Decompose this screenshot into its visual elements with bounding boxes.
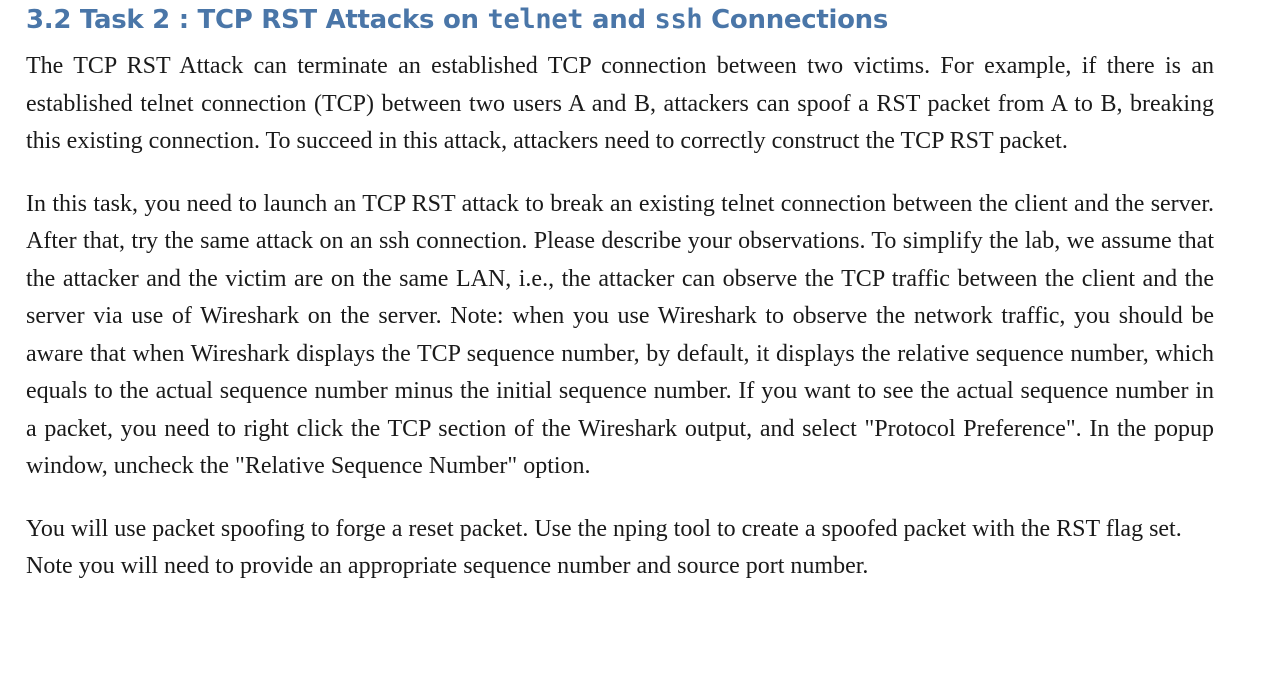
heading-middle: and [583, 5, 655, 35]
paragraph-spoofing: You will use packet spoofing to forge a reset packet. Use the nping tool to create a spoofed packet with the RST flag set. Note you will need to provide an appropriate sequence number and source port number. [26, 515, 1182, 579]
paragraph-task: In this task, you need to launch an TCP RST attack to break an existing telnet connection between the client and the server. After that, try the same attack on an ssh connection. Please describe your observations. To simplify the lab, we assume that the attacker and the victim are on the same LAN, i.e., the attacker can observe the TCP traffic between the client and the server via use of Wireshark on the server. Note: when you use Wireshark to observe the network traffic, you should be aware that when Wireshark displays the TCP sequence number, by default, it displays the relative sequence number, which equals to the actual sequence number minus the initial sequence number. If you want to see the actual sequence number in a packet, you need to right click the TCP section of the Wireshark output, and select "Protocol Preference". In the popup window, uncheck the "Relative Sequence Number" option. [26, 190, 1214, 479]
heading-code-telnet: telnet [487, 4, 584, 35]
paragraph-intro: The TCP RST Attack can terminate an established TCP connection between two victims. For example, if there is an established telnet connection (TCP) between two users A and B, attackers can spoof a RST packet from A to B, breaking this existing connection. To succeed in this attack, attackers need to correctly construct the TCP RST packet. [26, 53, 1214, 154]
document-page [26, 0, 1214, 586]
heading-code-ssh: ssh [654, 4, 703, 35]
heading-prefix: 3.2 Task 2 : TCP RST Attacks on [26, 5, 488, 35]
heading-suffix: Connections [702, 5, 889, 35]
section-heading [26, 2, 1214, 38]
